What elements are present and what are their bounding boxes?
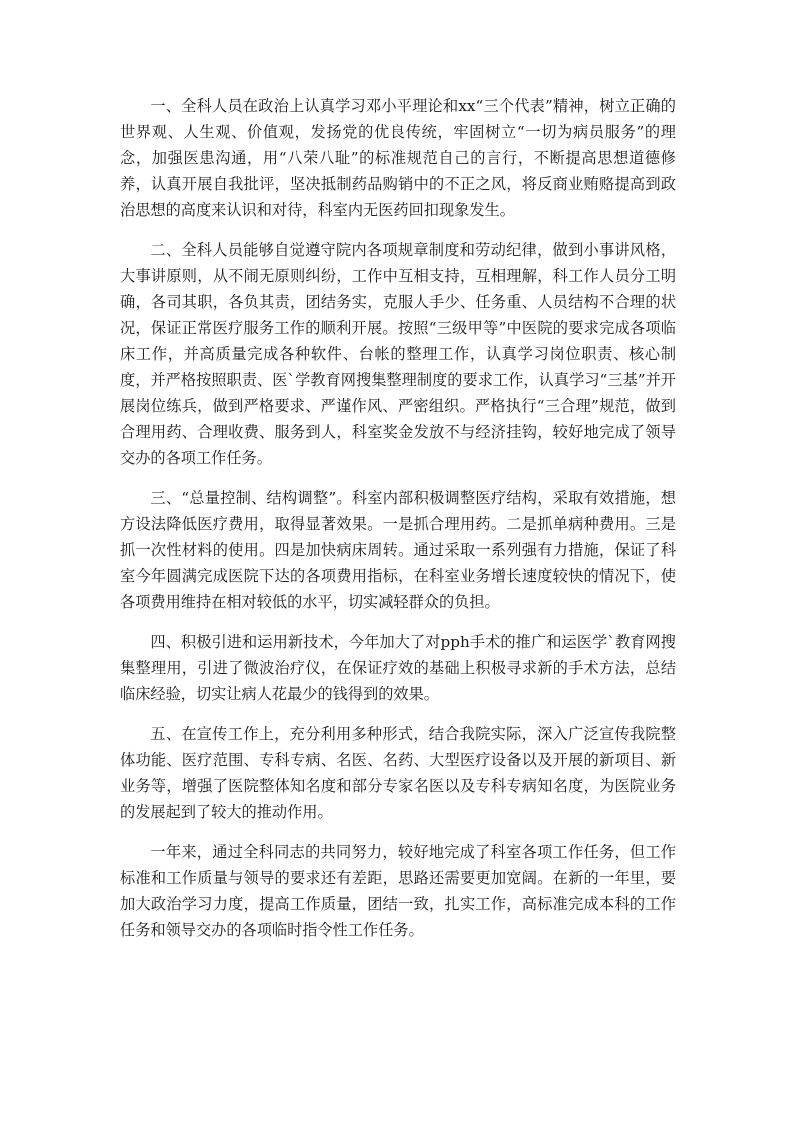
paragraph-publicity: 五、在宣传工作上，充分利用多种形式，结合我院实际，深入广泛宣传我院整体功能、医疗范围、专科专病、名医、名药、大型医疗设备以及开展的新项目、新业务等，增强了医院整体知名度和部分专家名医以及专科专病知名度，为医院业务的发展起到了较大的推动作用。 xyxy=(120,725,676,821)
paragraph-discipline: 二、全科人员能够自觉遵守院内各项规章制度和劳动纪律，做到小事讲风格，大事讲原则，从不闹无原则纠纷，工作中互相支持，互相理解，科工作人员分工明确，各司其职，各负其责，团结务实，克服人手少、任务重、人员结构不合理的状况，保证正常医疗服务工作的顺利开展。按照“三级甲等”中医院的要求完成各项临床工作，并高质量完成各种软件、台帐的整理工作，认真学习岗位职责、核心制度，并严格按照职责、医`学教育网搜集整理制度的要求工作，认真学习“三基”并开展岗位练兵，做到严格要求、严谨作风、严密组织。严格执行“三合理”规范，做到合理用药、合理收费、服务到人，科室奖金发放不与经济挂钩，较好地完成了领导交办的各项工作任务。 xyxy=(120,241,676,467)
paragraph-political-study: 一、全科人员在政治上认真学习邓小平理论和xx“三个代表”精神，树立正确的世界观、人生观、价值观，发扬党的优良传统，牢固树立“一切为病员服务”的理念，加强医患沟通，用“八荣八耻”的标准规范自己的言行，不断提高思想道德修养，认真开展自我批评，坚决抵制药品购销中的不正之风，将反商业贿赂提高到政治思想的高度来认识和对待，科室内无医药回扣现象发生。 xyxy=(120,97,676,219)
document-body xyxy=(120,93,676,957)
paragraph-cost-control: 三、“总量控制、结构调整”。科室内部积极调整医疗结构，采取有效措施，想方设法降低医疗费用，取得显著效果。一是抓合理用药。二是抓单病种费用。三是抓一次性材料的使用。四是加快病床周转。通过采取一系列强有力措施，保证了科室今年圆满完成医院下达的各项费用指标，在科室业务增长速度较快的情况下，使各项费用维持在相对较低的水平，切实减轻群众的负担。 xyxy=(120,489,676,611)
paragraph-new-technology: 四、积极引进和运用新技术，今年加大了对pph手术的推广和运医学`教育网搜集整理用，引进了微波治疗仪，在保证疗效的基础上积极寻求新的手术方法，总结临床经验，切实让病人花最少的钱得到的效果。 xyxy=(120,633,676,703)
paragraph-summary: 一年来，通过全科同志的共同努力，较好地完成了科室各项工作任务，但工作标准和工作质量与领导的要求还有差距，思路还需要更加宽阔。在新的一年里，要加大政治学习力度，提高工作质量，团结一致，扎实工作，高标准完成本科的工作任务和领导交办的各项临时指令性工作任务。 xyxy=(120,843,676,939)
